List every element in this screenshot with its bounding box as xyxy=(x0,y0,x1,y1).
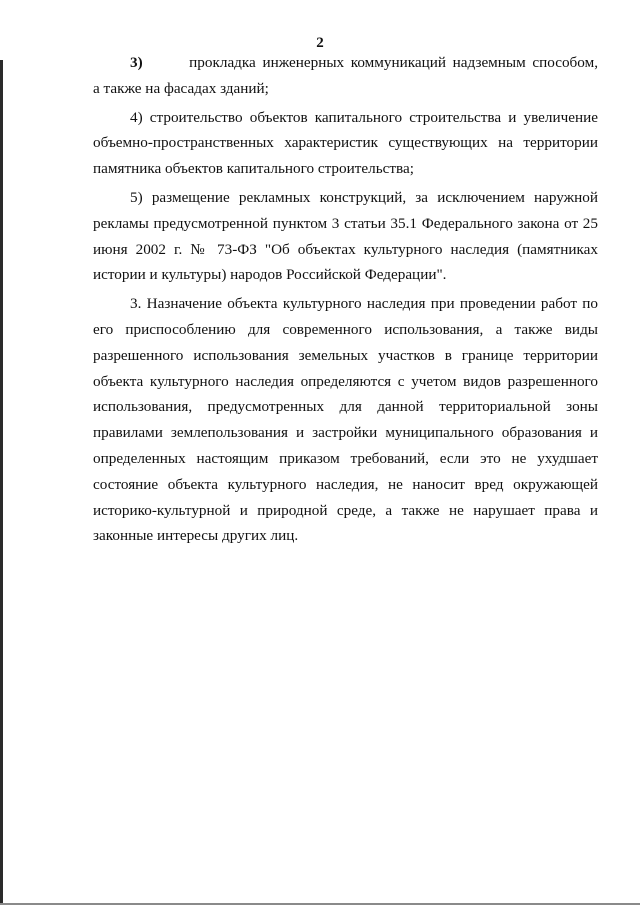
paragraph-line: состояние объекта культурного наследия, не наносит вред окружающей xyxy=(93,475,598,493)
paragraph-line: 3. Назначение объекта культурного наследия при проведении работ по xyxy=(130,295,598,313)
paragraph-line: истории и культуры) народов Российской Федерации". xyxy=(93,266,447,284)
page-number: 2 xyxy=(316,35,324,51)
paragraph-item-5 xyxy=(93,185,598,288)
paragraph-line: определенных настоящим приказом требований, если это не ухудшает xyxy=(93,449,598,467)
paragraph-line: историко-культурной и природной среде, а также не нарушает права и xyxy=(93,501,598,519)
paragraph-line: разрешенного использования земельных участков в границе территории xyxy=(93,346,598,364)
document-body xyxy=(93,50,598,552)
paragraph-line: его приспособлению для современного использования, а также виды xyxy=(93,320,598,338)
paragraph-item-4 xyxy=(93,105,598,182)
paragraph-line: 5) размещение рекламных конструкций, за исключением наружной xyxy=(130,188,598,206)
list-marker: 3) xyxy=(130,54,143,71)
paragraph-line: рекламы предусмотренной пунктом 3 статьи 35.1 Федерального закона от 25 xyxy=(93,214,598,232)
paragraph-line: объемно-пространственных характеристик существующих на территории xyxy=(93,134,598,152)
line-text: прокладка инженерных коммуникаций надземным способом, xyxy=(189,54,598,71)
paragraph-line: 4) строительство объектов капитального строительства и увеличение xyxy=(130,108,598,126)
scan-left-edge xyxy=(0,60,3,905)
paragraph-section-3 xyxy=(93,291,598,549)
paragraph-line: законные интересы других лиц. xyxy=(93,527,299,545)
paragraph-line: а также на фасадах зданий; xyxy=(93,79,269,97)
paragraph-line: использования, предусмотренных для данной территориальной зоны xyxy=(93,398,598,416)
paragraph-line: памятника объектов капитального строительства; xyxy=(93,160,414,178)
paragraph-line: правилами землепользования и застройки муниципального образования и xyxy=(93,424,598,442)
paragraph-item-3 xyxy=(93,50,598,102)
paragraph-line: объекта культурного наследия определяются с учетом видов разрешенного xyxy=(93,372,598,390)
paragraph-line: июня 2002 г. № 73-ФЗ "Об объектах культурного наследия (памятниках xyxy=(93,240,598,258)
paragraph-line xyxy=(93,50,598,76)
